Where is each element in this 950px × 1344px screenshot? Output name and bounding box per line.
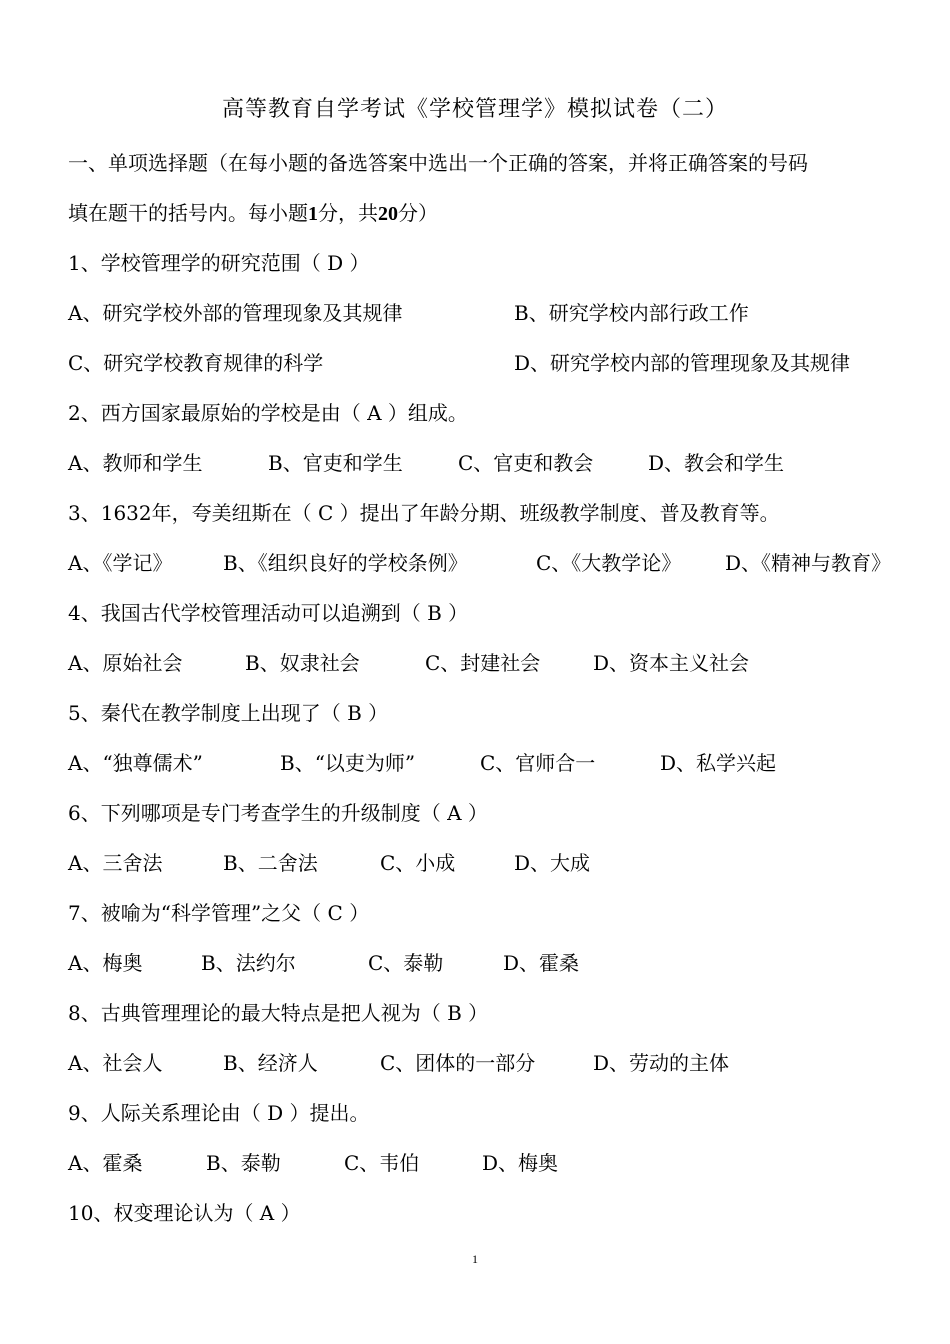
option: C、官师合一 (480, 751, 596, 775)
section-heading-text: 分） (398, 201, 438, 225)
option: C、《大教学论》 (536, 551, 682, 575)
question-stem: 1、学校管理学的研究范围（ D ） (68, 251, 370, 275)
option: B、泰勒 (206, 1151, 281, 1175)
option: D、梅奥 (482, 1151, 559, 1175)
option: C、韦伯 (344, 1151, 420, 1175)
option: A、梅奥 (68, 951, 143, 975)
option: C、泰勒 (368, 951, 444, 975)
option: A、“独尊儒术” (68, 751, 203, 775)
option: B、经济人 (223, 1051, 318, 1075)
option: B、奴隶社会 (245, 651, 360, 675)
question-stem: 9、人际关系理论由（ D ）提出。 (68, 1101, 370, 1125)
option: D、研究学校内部的管理现象及其规律 (514, 351, 851, 375)
option: B、研究学校内部行政工作 (514, 301, 749, 325)
option: A、三舍法 (68, 851, 163, 875)
option: D、劳动的主体 (593, 1051, 730, 1075)
section-heading-line1: 一、单项选择题（在每小题的备选答案中选出一个正确的答案，并将正确答案的号码 (68, 151, 808, 175)
question-stem: 4、我国古代学校管理活动可以追溯到（ B ） (68, 601, 469, 625)
option: D、霍桑 (503, 951, 580, 975)
option: A、《学记》 (68, 551, 173, 575)
option: A、霍桑 (68, 1151, 143, 1175)
question-stem: 3、1632年，夸美纽斯在（ C ）提出了年龄分期、班级教学制度、普及教育等。 (68, 501, 780, 525)
question-stem: 8、古典管理理论的最大特点是把人视为（ B ） (68, 1001, 489, 1025)
option: D、私学兴起 (660, 751, 777, 775)
option: C、官吏和教会 (458, 451, 594, 475)
section-heading-text: 填在题干的括号内。每小题 (68, 201, 308, 225)
total-points: 20 (378, 203, 398, 225)
question-stem: 7、被喻为“科学管理”之父（ C ） (68, 901, 370, 925)
option: D、大成 (514, 851, 591, 875)
option: B、法约尔 (201, 951, 296, 975)
option: C、小成 (380, 851, 456, 875)
section-heading-line2 (68, 197, 438, 226)
page-number: 1 (472, 1252, 478, 1266)
option: B、二舍法 (223, 851, 318, 875)
option: A、社会人 (68, 1051, 163, 1075)
section-heading-text: 分，共 (318, 201, 378, 225)
option: B、“以吏为师” (280, 751, 416, 775)
points-per-question: 1 (308, 203, 318, 225)
option: A、教师和学生 (68, 451, 203, 475)
question-stem: 2、西方国家最原始的学校是由（ A ）组成。 (68, 401, 468, 425)
option: C、团体的一部分 (380, 1051, 536, 1075)
option: D、教会和学生 (648, 451, 785, 475)
exam-title: 高等教育自学考试《学校管理学》模拟试卷（二） (221, 97, 728, 122)
option: B、《组织良好的学校条例》 (223, 551, 468, 575)
option: A、研究学校外部的管理现象及其规律 (68, 301, 403, 325)
question-stem: 10、权变理论认为（ A ） (68, 1201, 301, 1225)
option: D、资本主义社会 (593, 651, 750, 675)
option: A、原始社会 (68, 651, 183, 675)
question-stem: 5、秦代在教学制度上出现了（ B ） (68, 701, 389, 725)
option: C、封建社会 (425, 651, 541, 675)
option: C、研究学校教育规律的科学 (68, 351, 324, 375)
question-stem: 6、下列哪项是专门考查学生的升级制度（ A ） (68, 801, 488, 825)
option: B、官吏和学生 (268, 451, 403, 475)
option: D、《精神与教育》 (725, 551, 892, 575)
